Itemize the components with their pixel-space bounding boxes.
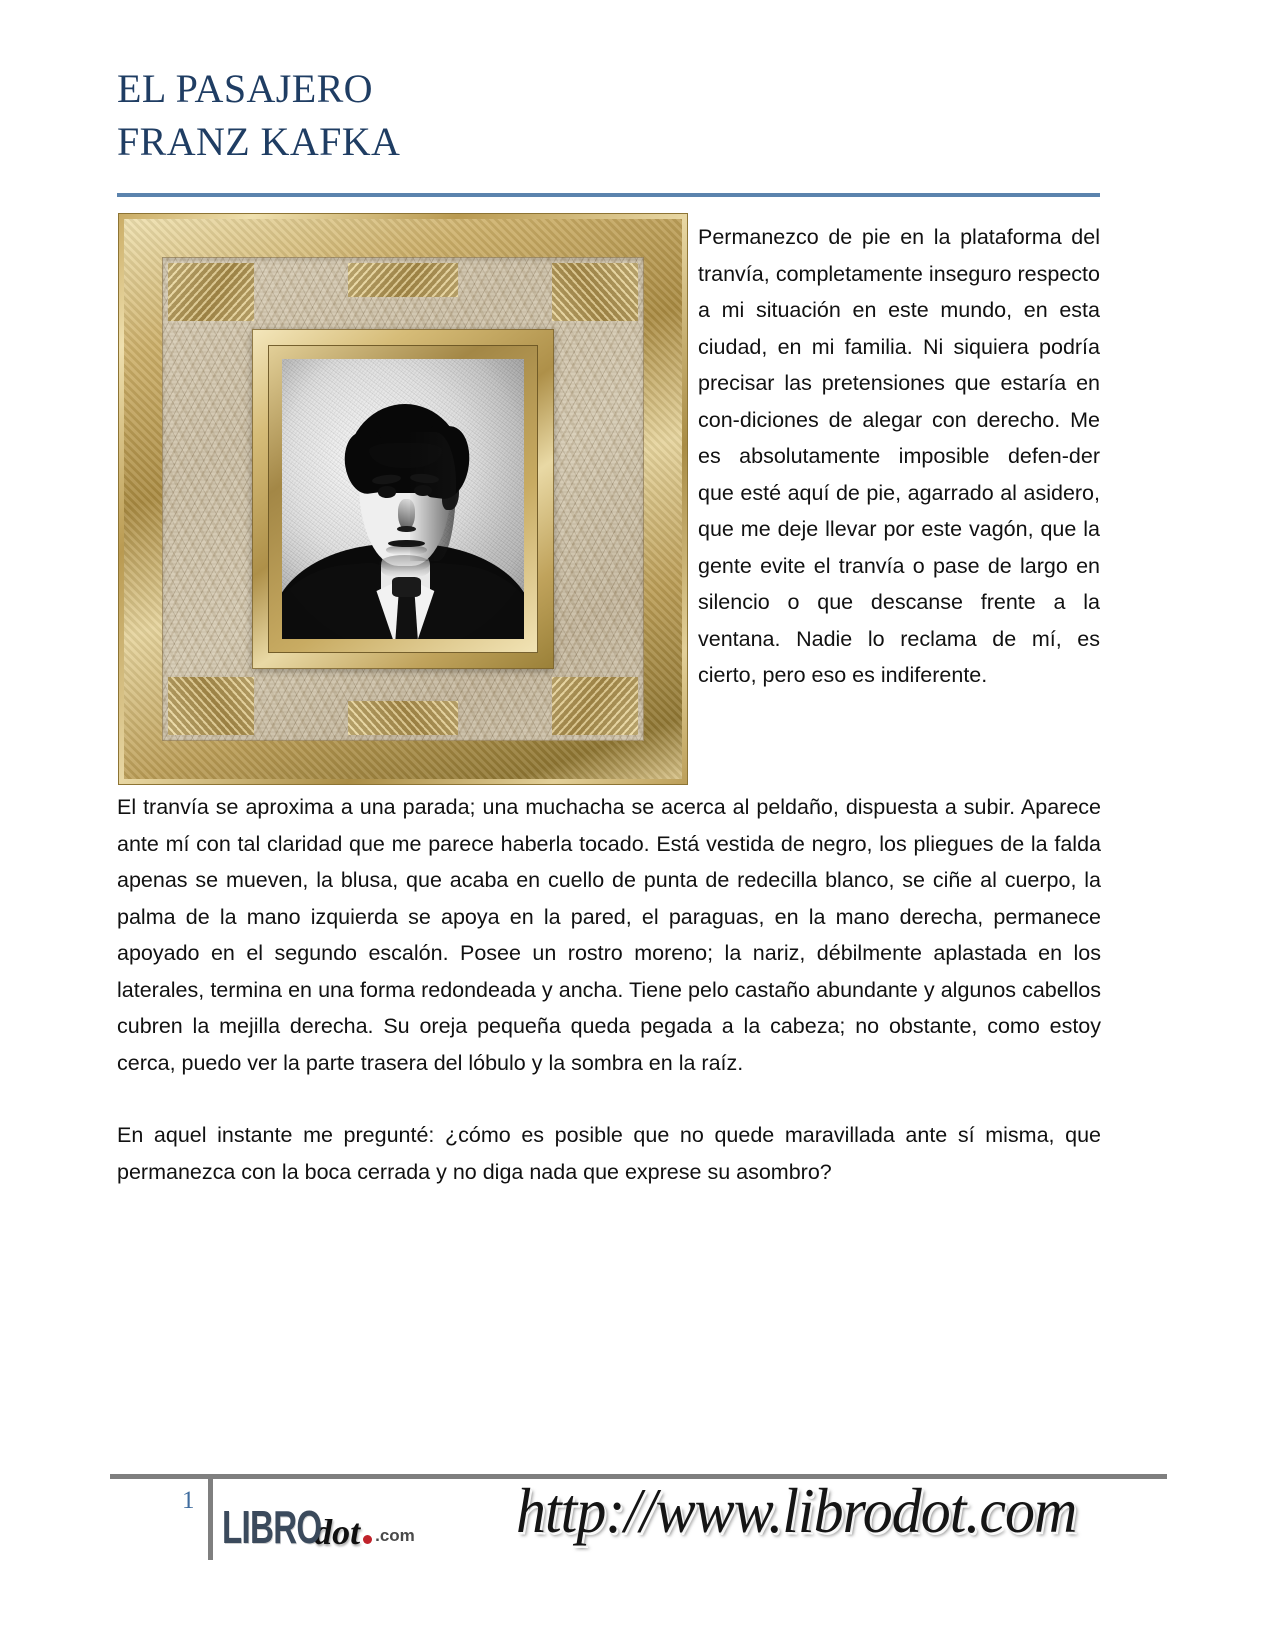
mat-corner-ornament-top-left [168, 263, 254, 321]
title-line-1: EL PASAJERO [117, 66, 373, 111]
frame-outer-gold-edge [118, 213, 688, 785]
mat-corner-ornament-top-right [552, 263, 638, 321]
portrait-lip-shadow [386, 545, 427, 555]
mat-corner-ornament-bottom-left [168, 677, 254, 735]
kafka-photograph [282, 359, 524, 639]
frame-gold-band [124, 219, 682, 779]
paragraph-3: En aquel instante me pregunté: ¿cómo es posible que no quede maravillada ante sí misma, que permanezca con la boca cerrada y no diga nada que exprese su asombro? [117, 1123, 1101, 1184]
mat-ornament-bottom-center [348, 701, 458, 735]
portrait-necktie-knot [392, 577, 421, 597]
page-number: 1 [182, 1487, 195, 1514]
logo-text-libro: LIBRO [222, 1501, 322, 1553]
page-footer [110, 1476, 1170, 1569]
logo-red-dot-icon [363, 1535, 372, 1544]
footer-website-url[interactable]: http://www.librodot.com [516, 1476, 1077, 1546]
paragraph-2: El tranvía se aproxima a una parada; una muchacha se acerca al peldaño, dispuesta a subir. Aparece ante mí con tal claridad que me parece haberla tocado. Está vestida de negro, los pliegues de la falda apenas se mueven, la blusa, que acaba en cuello de punta de redecilla blanco, se ciñe al cuerpo, la palma de la mano izquierda se apoya en la pared, el paraguas, en la mano derecha, permanece apoyado en el segundo escalón. Posee un rostro moreno; la nariz, débilmente aplastada en los laterales, termina en una forma redondeada y ancha. Tiene pelo castaño abundante y algunos cabellos cubren la mejilla derecha. Su oreja pequeña queda pegada a la cabeza; no obstante, como estoy cerca, puedo ver la parte trasera del lóbulo y la sombra en la raíz. [117, 795, 1101, 1075]
paragraph-1: Permanezco de pie en la plataforma del tranvía, completamente inseguro respecto a mi situación en este mundo, en esta ciudad, en mi familia. Ni siquiera podría precisar las pretensiones que estaría en con-diciones de alegar con derecho. Me es absolutamente imposible defen-der que esté aquí de pie, agarrado al asidero, que me deje llevar por este vagón, que la gente evite el tranvía o pase de largo en silencio o que descanse frente a la ventana. Nadie lo reclama de mí, es cierto, pero eso es indiferente. [698, 225, 1100, 687]
mat-corner-ornament-bottom-right [552, 677, 638, 735]
logo-text-dot: dot [314, 1512, 361, 1552]
title-line-2: FRANZ KAFKA [117, 119, 401, 164]
frame-inner-bevel-outer [252, 329, 554, 669]
portrait-chin-shadow [379, 555, 430, 572]
logo-text-com: .com [375, 1526, 415, 1545]
footer-vertical-divider [208, 1479, 213, 1560]
title-accent-rule [117, 193, 1100, 197]
librodot-logo[interactable] [222, 1487, 415, 1553]
page-title [117, 62, 1102, 168]
frame-inner-bevel-inner [268, 345, 538, 653]
portrait-eye-left [378, 486, 396, 497]
kafka-portrait-figure [118, 213, 688, 785]
mat-ornament-top-center [348, 263, 458, 297]
